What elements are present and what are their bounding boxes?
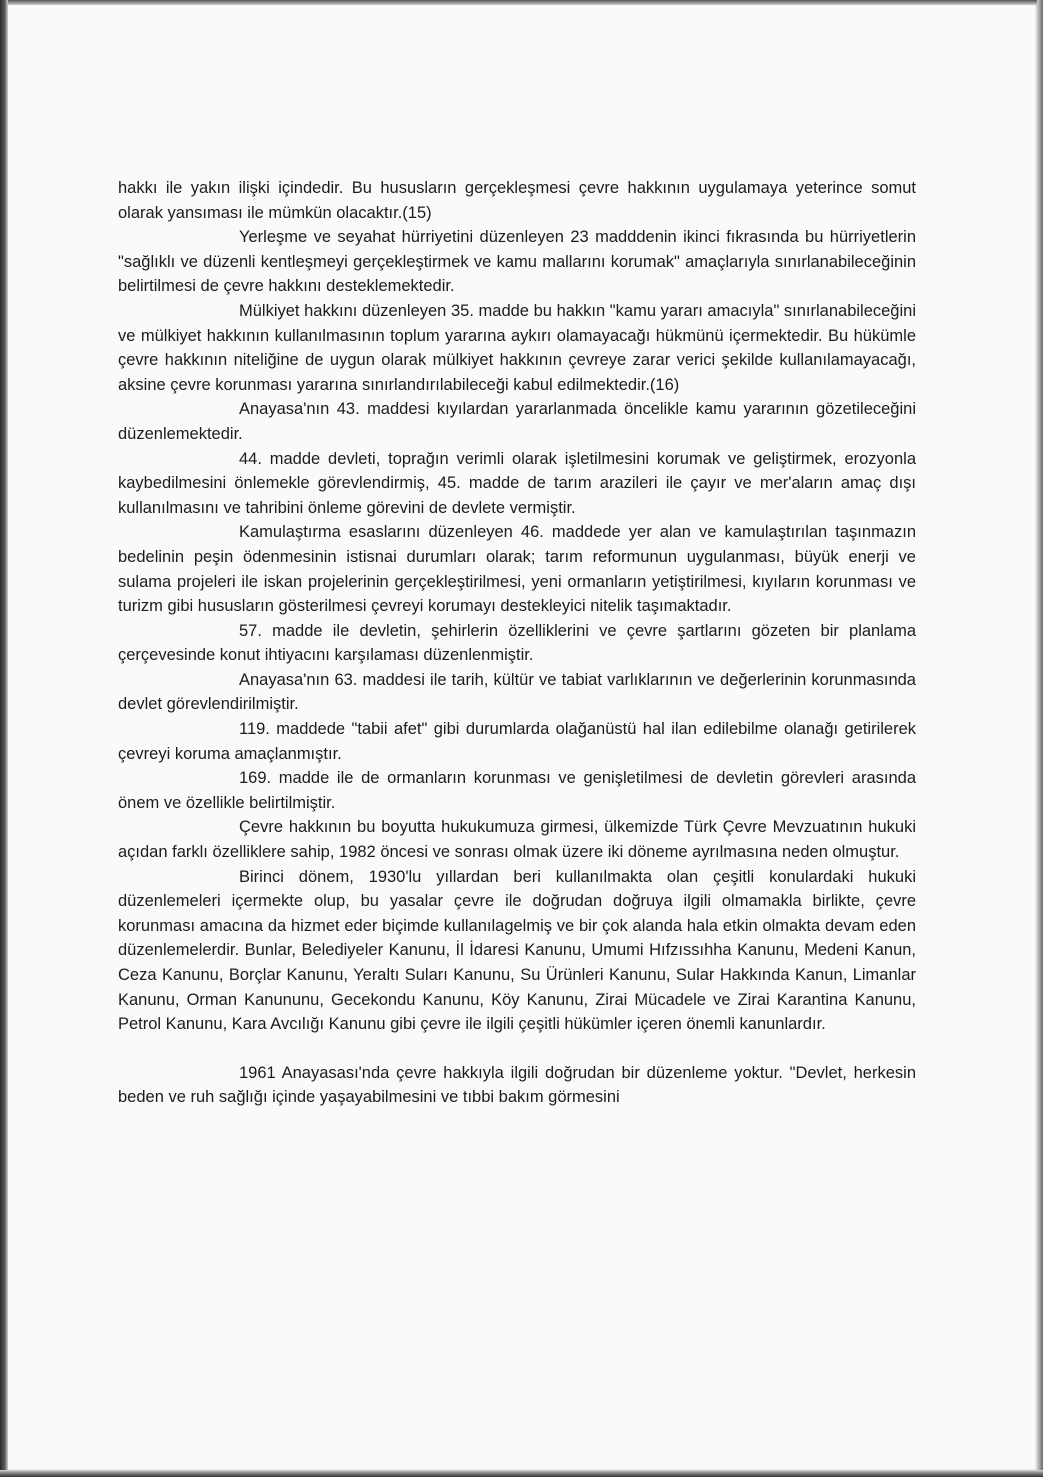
paragraph: Kamulaştırma esaslarını düzenleyen 46. maddede yer alan ve kamulaştırılan taşınmazın bedelinin peşin ödenmesinin istisnai durumları olarak; tarım reformunun uygulanması, büyük enerji ve sulama projeleri ile iskan projelerinin gerçekleştirilmesi, yeni ormanların yetiştirilmesi, kıyıların korunması ve turizm gibi hususların gösterilmesi çevreyi korumayı destekleyici nitelik taşımaktadır. (118, 523, 916, 616)
scan-edge-top (0, 0, 1043, 5)
document-body (118, 176, 916, 1110)
paragraph: 1961 Anayasası'nda çevre hakkıyla ilgili doğrudan bir düzenleme yoktur. "Devlet, herkesin beden ve ruh sağlığı içinde yaşayabilmesini ve tıbbi bakım görmesini (118, 1063, 916, 1107)
paragraph: Birinci dönem, 1930'lu yıllardan beri kullanılmakta olan çeşitli konulardaki hukuki düzenlemeleri içermekte olup, bu yasalar çevre ile doğrudan doğruya ilgili olmamakla birlikte, çevre korunması amacına da hizmet eder biçimde kullanılagelmiş ve bir çok alanda hala etkin olmakta devam eden düzenlemelerdir. Bunlar, Belediyeler Kanunu, İl İdaresi Kanunu, Umumi Hıfzıssıhha Kanunu, Medeni Kanun, Ceza Kanunu, Borçlar Kanunu, Yeraltı Suları Kanunu, Su Ürünleri Kanunu, Sular Hakkında Kanun, Limanlar Kanunu, Orman Kanununu, Gecekondu Kanunu, Köy Kanunu, Zirai Mücadele ve Zirai Karantina Kanunu, Petrol Kanunu, Kara Avcılığı Kanunu gibi çevre ile ilgili çeşitli hükümler içeren önemli kanunlardır. (118, 867, 916, 1034)
paragraph: Yerleşme ve seyahat hürriyetini düzenleyen 23 madddenin ikinci fıkrasında bu hürriyetlerin "sağlıklı ve düzenli kentleşmeyi gerçekleştirmek ve kamu mallarını korumak" amaçlarıyla sınırlanabileceğinin belirtilmesi de çevre hakkını desteklemektedir. (118, 228, 916, 296)
paragraph: 119. maddede "tabii afet" gibi durumlarda olağanüstü hal ilan edilebilme olanağı getirilerek çevreyi koruma amaçlanmıştır. (118, 720, 916, 763)
paragraph: 169. madde ile de ormanların korunması ve genişletilmesi de devletin görevleri arasında önem ve özellikle belirtilmiştir. (118, 769, 916, 812)
paragraph: Anayasa'nın 63. maddesi ile tarih, kültür ve tabiat varlıklarının ve değerlerinin korunmasında devlet görevlendirilmiştir. (118, 670, 916, 714)
paragraph: hakkı ile yakın ilişki içindedir. Bu hususların gerçekleşmesi çevre hakkının uygulamaya yeterince somut olarak yansıması ile mümkün olacaktır.(15) (118, 179, 916, 222)
paragraph: 57. madde ile devletin, şehirlerin özelliklerini ve çevre şartlarını gözeten bir planlama çerçevesinde konut ihtiyacını karşılaması düzenlenmiştir. (118, 621, 916, 665)
paragraph: Mülkiyet hakkını düzenleyen 35. madde bu hakkın "kamu yararı amacıyla" sınırlanabileceğini ve mülkiyet hakkının kullanılmasının toplum yararına aykırı olamayacağı hükmünü içermektedir. Bu hükümle çevre hakkının niteliğine de uygun olarak mülkiyet hakkının çevreye zarar verici şekilde kullanılamayacağı, aksine çevre korunması yararına sınırlandırılabileceği kabul edilmektedir.(16) (118, 301, 916, 394)
scan-edge-bottom (0, 1470, 1043, 1477)
scan-edge-right (1037, 0, 1043, 1477)
paragraph: Çevre hakkının bu boyutta hukukumuza girmesi, ülkemizde Türk Çevre Mevzuatının hukuki açıdan farklı özelliklere sahip, 1982 öncesi ve sonrası olmak üzere iki döneme ayrılmasına neden olmuştur. (118, 818, 916, 862)
paragraph: Anayasa'nın 43. maddesi kıyılardan yararlanmada öncelikle kamu yararının gözetileceğini düzenlemektedir. (118, 400, 916, 443)
paragraph: 44. madde devleti, toprağın verimli olarak işletilmesini korumak ve geliştirmek, erozyonla kaybedilmesini önlemekle görevlendirmiş, 45. madde de tarım arazileri ile çayır ve mer'aların amaç dışı kullanılmasını ve tahribini önleme görevini de devlete vermiştir. (118, 449, 916, 517)
scan-edge-left (0, 0, 8, 1477)
